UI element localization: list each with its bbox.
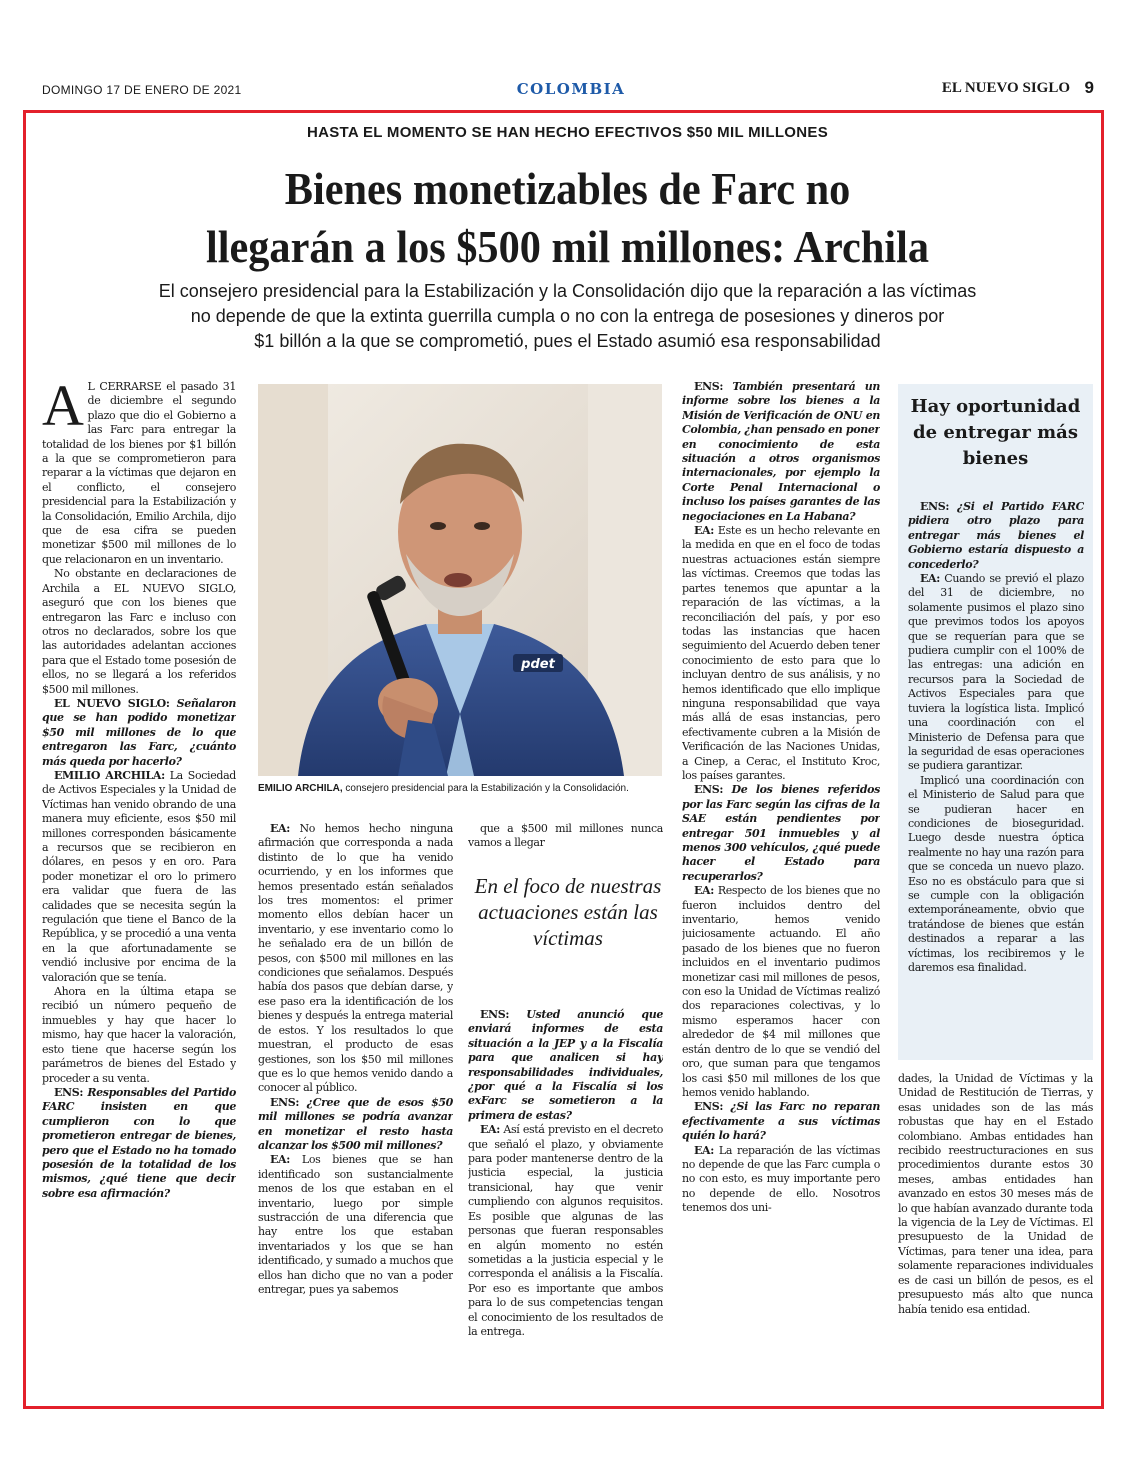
question: EL NUEVO SIGLO: Señalaron que se han podido monetizar $50 mil millones de lo que entregaron las Farc, ¿cuánto más queda por hacerlo?: [42, 696, 236, 768]
photo-caption: EMILIO ARCHILA, consejero presidencial para la Estabilización y la Consolidación.: [258, 783, 629, 794]
question: ENS: De los bienes referidos por las Farc según las cifras de la SAE están pendientes por entregar 501 inmuebles y al menos 300 vehículos, ¿qué puede hacer el Estado para recuperarlos?: [682, 783, 880, 883]
deck: [60, 279, 1075, 354]
sidebar-title: Hay oportunidad de entregar más bienes: [910, 396, 1081, 469]
newspaper-name: EL NUEVO SIGLO: [941, 80, 1070, 96]
column-4: [682, 380, 880, 1392]
question: ENS: ¿Si las Farc no reparan efectivamente a sus víctimas quién lo hará?: [682, 1100, 880, 1143]
column-1: [42, 380, 236, 1392]
paragraph: Implicó una coordinación con el Ministerio de Salud para que se pudieran hacer en condiciones de bioseguridad. Luego desde nuestra óptica realmente no hay una razón para que se conceda un nuevo plazo. Eso no es obstáculo para que si se cumple con la obligación extemporáneamente, obvio que tratándose de bienes que están destinados a reparar a las víctimas, los recibiremos y le daremos esa finalidad.: [908, 773, 1084, 974]
paragraph-continued: dades, la Unidad de Víctimas y la Unidad de Restitución de Tierras, y esas unidades son de las más robustas que hay en el Estado colombiano. Ambas entidades han recibido reestructuraciones en sus procedimientos durante estos 30 meses, ambas entidades han avanzado en estos 30 meses más de lo que habían avanzado durante toda la vigencia de la Ley de Víctimas. El presupuesto de la Unidad de Víctimas, para tener una idea, para solamente reparaciones individuales es de casi un billón de pesos, es el presupuesto más alto que nunca había tenido esa entidad.: [898, 1072, 1093, 1316]
paragraph: Ahora en la última etapa se recibió un número pequeño de inmuebles y hay que hacer lo mismo, hay que hacer la valoración, esto tiene que hacerse según los parámetros de bienes del Estado y proceder a su venta.: [42, 985, 236, 1085]
headline-line-2: llegarán a los $500 mil millones: Archila: [205, 222, 930, 272]
answer: EA: Los bienes que se han identificado son sustancialmente menos de los que estaban en el inventario, luego por simple sustracción de una diferencia que hay entre los que estaban inventariados y los que se han identificado, y sumado a muchos que ellos han dicho que no van a poder entregar, pues ya sabemos: [258, 1153, 453, 1296]
question: ENS: Usted anunció que enviará informes de esta situación a la JEP y a la Fiscalía para que analicen si hay responsabilidades individuales, ¿por qué a la Fiscalía si los exFarc se sometieron a la primera de estas?: [468, 1008, 663, 1122]
lapel-badge: pdet: [521, 657, 555, 672]
answer: EMILIO ARCHILA: La Sociedad de Activos Especiales y la Unidad de Víctimas han venido obrando de una manera muy eficiente, esos $50 mil millones corresponden básicamente a recursos que se recibieron en dólares, en pesos y en oro. Para poder monetizar el oro lo primero era validar que fuera de las calidades que se necesita según la regulación que tiene el Banco de la República, y se procedió a una venta en la que afortunadamente se vendió inclusive por encima de la valoración que se tenía.: [42, 768, 236, 984]
page-number: 9: [1084, 78, 1094, 97]
masthead: [40, 80, 1102, 100]
answer: EA: La reparación de las víctimas no depende de que las Farc cumpla o no con esto, es muy importante pero no depende de ello. Nosotros tenemos dos uni-: [682, 1143, 880, 1215]
drop-cap: A: [42, 380, 84, 438]
question: ENS: ¿Cree que de esos $50 mil millones se podría avanzar en monetizar el resto hasta alcanzar los $500 mil millones?: [258, 1095, 453, 1152]
section-name: COLOMBIA: [516, 80, 626, 98]
answer: EA: Cuando se previó el plazo del 31 de diciembre, no solamente pusimos el plazo sino que previmos todos los apoyos que se requerían para que se pudiera cumplir con el 100% de las entregas: una adición en recursos para la Sociedad de Activos Especiales para que tuviera la logística lista. Implicó una coordinación con el Ministerio de Defensa para que la seguridad de esas operaciones se pudiera garantizar.: [908, 572, 1084, 773]
lead-paragraph: L CERRARSE el pasado 31 de diciembre el segundo plazo que dio el Gobierno a las Farc para entregar la totalidad de los bienes por $1 billón a la que se comprometieron para reparar a la víctimas que dejaron en el conflicto, el consejero presidencial para la Estabilización y la Consolidación, Emilio Archila, dijo que de esa cifra se pueden monetizar $500 mil millones de lo que relacionaron en un inventario.: [42, 380, 236, 566]
pull-quote: En el foco de nuestras actuaciones están las víctimas: [474, 874, 662, 950]
answer: EA: Este es un hecho relevante en la medida en que en el foco de todas nuestras actuaciones están siempre las víctimas. Creemos que todas las partes tenemos que apuntar a la reparación de las víctimas, a la reconciliación del país, y por eso todas las instancias que hacen seguimiento del Acuerdo deben tener conocimiento de esto para que lo incluyan dentro de sus análisis, y no hemos identificado que ello implique ninguna responsabilidad que vaya más allá de esas instancias, pero efectivamente cubren a la Misión de Verificación de las Naciones Unidas, a Cinep, a Cerac, el Instituto Kroc, los países garantes.: [682, 524, 880, 782]
answer: EA: Así está previsto en el decreto que señaló el plazo, y obviamente para poder mantenerse dentro de la justicia especial, la justicia transicional, hay que venir cumpliendo con algunos requisitos. Es posible que algunas de las personas que fueran responsables en algún momento no estén sometidas a la justicia especial y le corresponda el análisis a la Fiscalía. Por eso es importante que ambos para lo de sus competencias tengan el conocimiento de los resultados de la entrega.: [468, 1123, 663, 1338]
portrait-photo: [258, 384, 662, 776]
portrait-illustration: [258, 384, 662, 776]
answer: EA: No hemos hecho ninguna afirmación que corresponda a nada distinto de lo que ha venido ocurriendo, y en los informes que hemos presentado están señalados los tres momentos: el primer momento ellos debían hacer un inventario, y ese inventario como lo he señalado era de un billón de pesos, con $500 mil millones en las condiciones que señalamos. Después había dos pasos que debían darse, y ese paso era la identificación de los bienes y después la entrega material de estos. Y los resultados lo que muestran, el producto de esas gestiones, son los $50 mil millones que es lo que hemos venido dando a conocer al público.: [258, 822, 453, 1095]
kicker: HASTA EL MOMENTO SE HAN HECHO EFECTIVOS $50 MIL MILLONES: [306, 124, 829, 141]
paragraph-continued: que a $500 mil millones nunca vamos a llegar: [468, 822, 663, 850]
deck-line-2: no depende de que la extinta guerrilla cumpla o no con la entrega de posesiones y dineros por: [190, 306, 945, 326]
question: ENS: Responsables del Partido FARC insisten en que cumplieron con lo que prometieron entregar de bienes, pero que el Estado no ha tomado posesión de la totalidad de los mismos, ¿qué tiene que decir sobre esa afirmación?: [42, 1085, 236, 1200]
answer: EA: Respecto de los bienes que no fueron incluidos dentro del inventario, hemos venido juiciosamente actuando. El año pasado de los bienes que no fueron incluidos en el inventario pudimos monetizar casi mil millones de pesos, con eso la Unidad de Víctimas realizó dos reparaciones colectivas, y lo mismo esperamos hacer con alrededor de $4 mil millones que están dentro de lo que se vendió del oro, que suman para que tengamos los casi $50 mil millones de los que hemos venido hablando.: [682, 884, 880, 1099]
question: ENS: También presentará un informe sobre los bienes a la Misión de Verificación de ONU en Colombia, ¿han pensado en poner en conocimiento de esta situación a otros organismos internacionales, por ejemplo la Corte Penal Internacional o incluso los países garantes de las negociaciones en La Habana?: [682, 380, 880, 523]
column-5: [898, 1072, 1093, 1392]
headline: [60, 160, 1075, 276]
column-3: [468, 1008, 663, 1392]
deck-line-1: El consejero presidencial para la Estabilización y la Consolidación dijo que la reparación a las víctimas: [158, 281, 977, 301]
headline-line-1: Bienes monetizables de Farc no: [284, 164, 851, 214]
paragraph: No obstante en declaraciones de Archila a EL NUEVO SIGLO, aseguró que con los bienes que entregaron las Farc e incluso con otros no declarados, sobre los que las autoridades adelantan acciones para que el Estado tome posesión de ellos, no se llegará a los referidos $500 mil millones.: [42, 567, 236, 696]
deck-line-3: $1 billón a la que se comprometió, pues el Estado asumió esa responsabilidad: [254, 331, 881, 351]
question: ENS: ¿Si el Partido FARC pidiera otro plazo para entregar más bienes el Gobierno estaría dispuesto a concederlo?: [908, 500, 1084, 571]
column-2: [258, 822, 453, 1392]
issue-date: DOMINGO 17 DE ENERO DE 2021: [42, 83, 242, 97]
column-3-top: [468, 822, 663, 862]
sidebar-text: [908, 500, 1084, 1052]
